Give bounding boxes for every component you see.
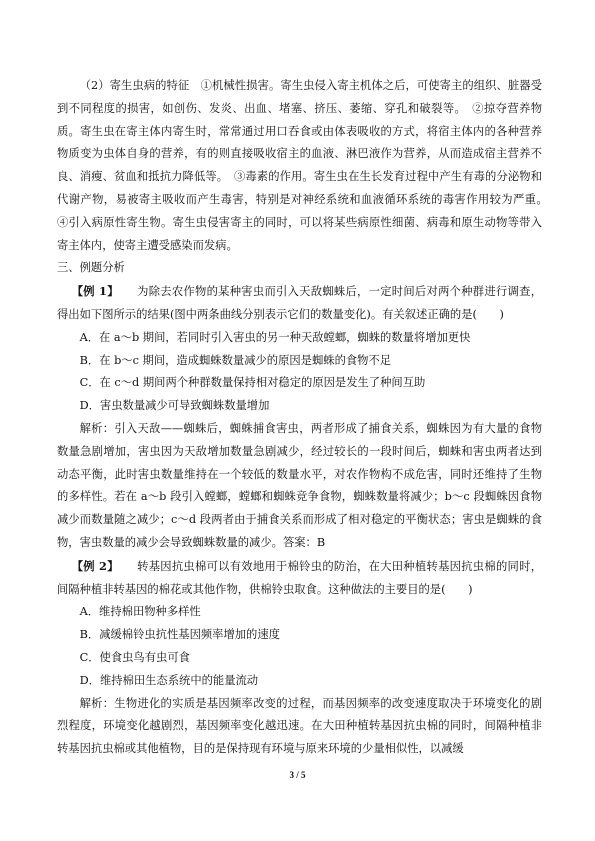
page-content: [57, 75, 554, 761]
example-1-label: 【例 1】: [71, 284, 119, 299]
example-2-option-a: A．维持棉田物种多样性: [79, 605, 201, 619]
example-1-option-b: B．在 b～c 期间，造成蜘蛛数量减少的原因是蜘蛛的食物不足: [79, 353, 392, 367]
example-1-question: [57, 280, 542, 327]
example-1-option-c: C．在 c～d 期间两个种群数量保持相对稳定的原因是发生了种间互助: [79, 376, 426, 390]
section-heading: 三、例题分析: [57, 261, 125, 275]
page-number: 3 / 5: [289, 770, 306, 780]
example-2-label: 【例 2】: [71, 558, 119, 573]
example-1-analysis: 解析：引入天敌——蜘蛛后，蜘蛛捕食害虫，两者形成了捕食关系，蜘蛛因为有大量的食物数量急剧增加，害虫因为天敌增加数量急剧减少，经过较长的一段时间后，蜘蛛和害虫两者达到动态平衡，此时害虫数量维持在一个较低的数量水平，对农作物构不成危害，同时还维持了生物的多样性。若在 a～b 段引入螳螂，螳螂和蜘蛛竞争食物，蜘蛛数量将减少；b～c 段蜘蛛因食物减少而数量随之减少；c～d 段两者由于捕食关系而形成了相对稳定的平衡状态；害虫是蜘蛛的食物，害虫数量的减少会导致蜘蛛数量的减少。答案：B: [57, 421, 542, 549]
example-2-analysis: 解析：生物进化的实质是基因频率改变的过程，而基因频率的改变速度取决于环境变化的剧烈程度，环境变化越剧烈，基因频率变化越迅速。在大田种植转基因抗虫棉的同时，间隔种植非转基因抗虫棉或其他植物，目的是保持现有环境与原来环境的少量相似性，以减缓: [57, 696, 542, 756]
example-2-question-text: 转基因抗虫棉可以有效地用于棉铃虫的防治，在大田种植转基因抗虫棉的同时，间隔种植非转基因的棉花或其他作物，供棉铃虫取食。这种做法的主要目的是( ): [57, 559, 542, 596]
parasitic-disease-paragraph: （2）寄生虫病的特征 ①机械性损害。寄生虫侵入寄主机体之后，可使寄主的组织、脏器受到不同程度的损害，如创伤、发炎、出血、堵塞、挤压、萎缩、穿孔和破裂等。 ②掠夺营养物质。寄生虫在寄主体内寄生时，常常通过用口吞食或由体表吸收的方式，将宿主体内的各种营养物质变为虫体自身的营养，有的则直接吸收宿主的血液、淋巴液作为营养，从而造成宿主营养不良、消瘦、贫血和抵抗力降低等。 ③毒素的作用。寄生虫在生长发育过程中产生有毒的分泌物和代谢产物，易被寄主吸收而产生毒害，特别是对神经系统和血液循环系统的毒害作用较为严重。 ④引入病原性寄生物。寄生虫侵害寄主的同时，可以将某些病原性细菌、病毒和原生动物等带入寄主体内，使寄主遭受感染而发病。: [57, 79, 554, 252]
example-1-option-d: D．害虫数量减少可导致蜘蛛数量增加: [79, 399, 270, 413]
example-2-question: [57, 555, 542, 602]
example-2-option-d: D．维持棉田生态系统中的能量流动: [79, 673, 259, 687]
example-1-question-text: 为除去农作物的某种害虫而引入天敌蜘蛛后，一定时间后对两个种群进行调查，得出如下图所示的结果(图中两条曲线分别表示它们的数量变化)。有关叙述正确的是( ): [57, 285, 542, 321]
example-2-option-c: C．使食虫鸟有虫可食: [79, 650, 190, 664]
example-2-option-b: B．减缓棉铃虫抗性基因频率增加的速度: [79, 628, 280, 642]
example-1-option-a: A．在 a～b 期间，若同时引入害虫的另一种天敌螳螂，蜘蛛的数量将增加更快: [79, 330, 471, 344]
